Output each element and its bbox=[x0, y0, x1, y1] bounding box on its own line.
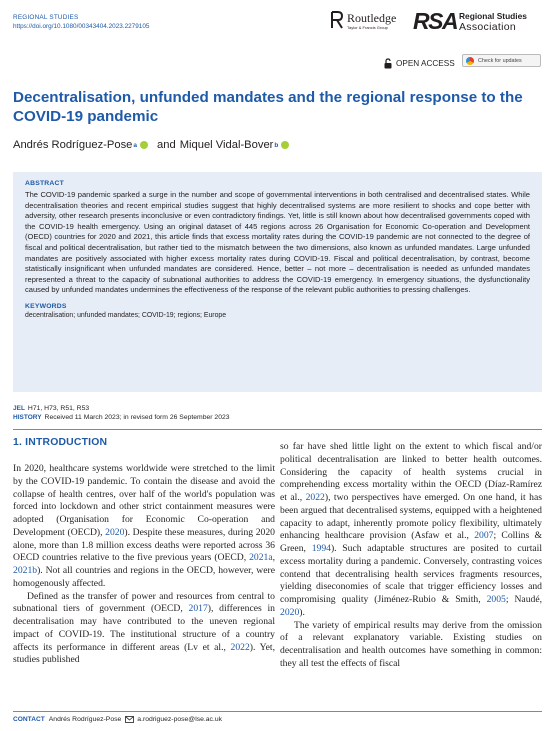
divider bbox=[13, 429, 542, 430]
citation-link[interactable]: 2021b bbox=[13, 565, 38, 576]
citation-link[interactable]: 1994 bbox=[311, 543, 331, 554]
citation-link[interactable]: 2020 bbox=[280, 606, 300, 618]
paragraph bbox=[13, 463, 275, 591]
footer-divider bbox=[13, 711, 542, 712]
journal-header bbox=[13, 13, 149, 31]
citation-link[interactable]: 2017 bbox=[188, 603, 208, 615]
paragraph: The variety of empirical results may derive from the omission of a relevant explanatory variable. Existing studies on decentralisation and health outcomes have something in common: they all test the effects of fiscal bbox=[280, 619, 542, 669]
check-updates-label: Check for updates bbox=[478, 57, 522, 64]
author-2-affiliation[interactable]: b bbox=[274, 141, 279, 149]
text-run: ), two perspectives have emerged. On one hand, it has been argued that decentralised systems, equipped with a heightened capacity to adapt, inherently promote policy flexibility, ultimately enhancing healthcare provision (Asfaw et al., bbox=[280, 492, 542, 542]
text-run: so far have shed little light on the extent to which fiscal and/or political decentralisation are linked to better health outcomes. Considering the capacity of health systems crucial in comprehending excess mortality within the OECD (Díaz-Ramírez et al., bbox=[280, 441, 542, 503]
history-line bbox=[13, 413, 230, 422]
open-access-badge bbox=[384, 58, 455, 69]
contact-name: Andrés Rodríguez-Pose bbox=[48, 716, 122, 723]
author-1[interactable]: Andrés Rodríguez-Pose bbox=[13, 139, 133, 151]
abstract-box bbox=[13, 172, 542, 392]
text-run: ; Naudé, bbox=[505, 594, 542, 605]
text-run: In 2020, healthcare systems worldwide were stretched to the limit by the COVID-19 pandemic. To contain the disease and avoid the collapse of health centres, over half of the world's population was forced into lockdown and other strict containment measures were adopted (Organisation for Economic Co-operation and Development (OECD), bbox=[13, 463, 275, 538]
routledge-sub: Taylor & Francis Group bbox=[347, 25, 388, 30]
open-lock-icon bbox=[384, 58, 392, 69]
history-dates: Received 11 March 2023; in revised form 26 September 2023 bbox=[44, 414, 230, 421]
orcid-icon[interactable] bbox=[140, 141, 148, 149]
abstract-heading: ABSTRACT bbox=[25, 180, 64, 187]
rsa-line1: Regional Studies bbox=[459, 11, 527, 21]
body-column-left bbox=[13, 463, 275, 667]
section-heading: 1. INTRODUCTION bbox=[13, 437, 108, 448]
citation-link[interactable]: 2021a bbox=[249, 552, 273, 564]
email-icon bbox=[125, 716, 134, 723]
paragraph bbox=[13, 591, 275, 668]
crossmark-icon bbox=[466, 57, 474, 65]
contact-email[interactable]: a.rodriguez-pose@lse.ac.uk bbox=[137, 716, 223, 723]
author-1-affiliation[interactable]: a bbox=[133, 141, 138, 149]
author-conjunction: and bbox=[157, 139, 176, 151]
rsa-mark: RSA bbox=[413, 8, 458, 34]
doi-link[interactable]: https://doi.org/10.1080/00343404.2023.2279105 bbox=[13, 23, 150, 30]
citation-link[interactable]: 2005 bbox=[486, 594, 506, 605]
citation-link[interactable]: 2020 bbox=[105, 526, 125, 538]
citation-link[interactable]: 2022 bbox=[305, 492, 325, 503]
citation-link[interactable]: 2007 bbox=[474, 530, 494, 542]
jel-label: JEL bbox=[13, 405, 25, 412]
abstract-text: The COVID-19 pandemic sparked a surge in the number and scope of governmental interventions in both centralised and decentralised states. While decentralisation theories and recent empirical studies suggest that highly decentralised systems are more resilient to shocks and cope better with adversity, other research presents inconclusive or even contradictory findings. Yet, little is still known about how decentralised governments coped with the COVID-19 health emergency. Using an original dataset of 445 regions across 26 Organisation for Economic Co-operation and Development (OECD) countries for 2020 and 2021, this article finds that excess mortality rates during the COVID-19 pandemic are not connected to the degree of fiscal and political decentralisation, but rather tied to the mismatch between the two dimensions, also known as unfunded mandates. Large unfunded mandates are positively associated with higher excess mortality rates during COVID-19. Fiscal and political decentralisation, by contrast, become statistically insignificant when unfunded mandates are considered. Hence, better – not more – decentralisation is needed as unfunded mandates represented a threat to the capacity of subnational authorities to address the COVID-19 emergency. In emergency situations, the dysfunctionality caused by unfunded mandates undermines the effectiveness of the response of the relevant public authorities to pressing challenges. bbox=[25, 190, 530, 295]
check-updates-button[interactable] bbox=[462, 54, 541, 67]
rsa-logo[interactable] bbox=[413, 8, 545, 36]
rsa-line2: Association bbox=[459, 21, 516, 33]
open-access-label: OPEN ACCESS bbox=[396, 59, 455, 68]
citation-link[interactable]: 2022 bbox=[230, 641, 250, 653]
text-run: ). Yet, studies published bbox=[13, 641, 276, 666]
text-run: ), differences in decentralisation may have contributed to the uneven regional impact of COVID-19. The institutional structure of a country affects its performance in different areas (Lv et al., bbox=[13, 603, 275, 653]
paragraph bbox=[280, 441, 542, 620]
text-run: ). Despite these measures, during 2020 alone, more than 1.8 million excess deaths were reported across 36 OECD countries relative to the five previous years (OECD, bbox=[13, 526, 275, 564]
text-run: Defined as the transfer of power and resources from central to subnational tiers of government (OECD, bbox=[13, 590, 275, 615]
jel-codes: H71, H73, R51, R53 bbox=[27, 405, 90, 412]
author-line bbox=[13, 139, 292, 151]
routledge-r-icon bbox=[330, 10, 344, 30]
contact-line bbox=[13, 716, 222, 723]
contact-label: CONTACT bbox=[13, 716, 45, 723]
history-label: HISTORY bbox=[13, 414, 42, 421]
author-2[interactable]: Miquel Vidal-Bover bbox=[179, 139, 274, 151]
article-title: Decentralisation, unfunded mandates and the regional response to the COVID-19 pandemic bbox=[13, 89, 523, 125]
text-run: ). bbox=[299, 606, 305, 618]
text-run: ). Such adaptable structures are posited to curtail excess mortality during a pandemic. Conversely, contrasting voices contend that decentralising health services fragments resources, yielding diseconomies of scale that trigger efficiency losses and compromising quality (Jiménez-Rubio & Smith, bbox=[280, 543, 543, 605]
routledge-name: Routledge bbox=[347, 11, 397, 25]
text-run: ). Not all countries and regions in the OECD, however, were homogenously affected. bbox=[13, 565, 275, 589]
text-run: , bbox=[272, 552, 275, 564]
text-run: ; Collins & Green, bbox=[280, 530, 542, 554]
keywords-text: decentralisation; unfunded mandates; COVID-19; regions; Europe bbox=[25, 311, 227, 319]
orcid-icon[interactable] bbox=[281, 141, 289, 149]
article-meta bbox=[13, 404, 230, 422]
body-column-right bbox=[280, 441, 542, 671]
keywords-heading: KEYWORDS bbox=[25, 302, 67, 310]
journal-name: REGIONAL STUDIES bbox=[13, 14, 79, 21]
jel-line bbox=[13, 404, 230, 413]
